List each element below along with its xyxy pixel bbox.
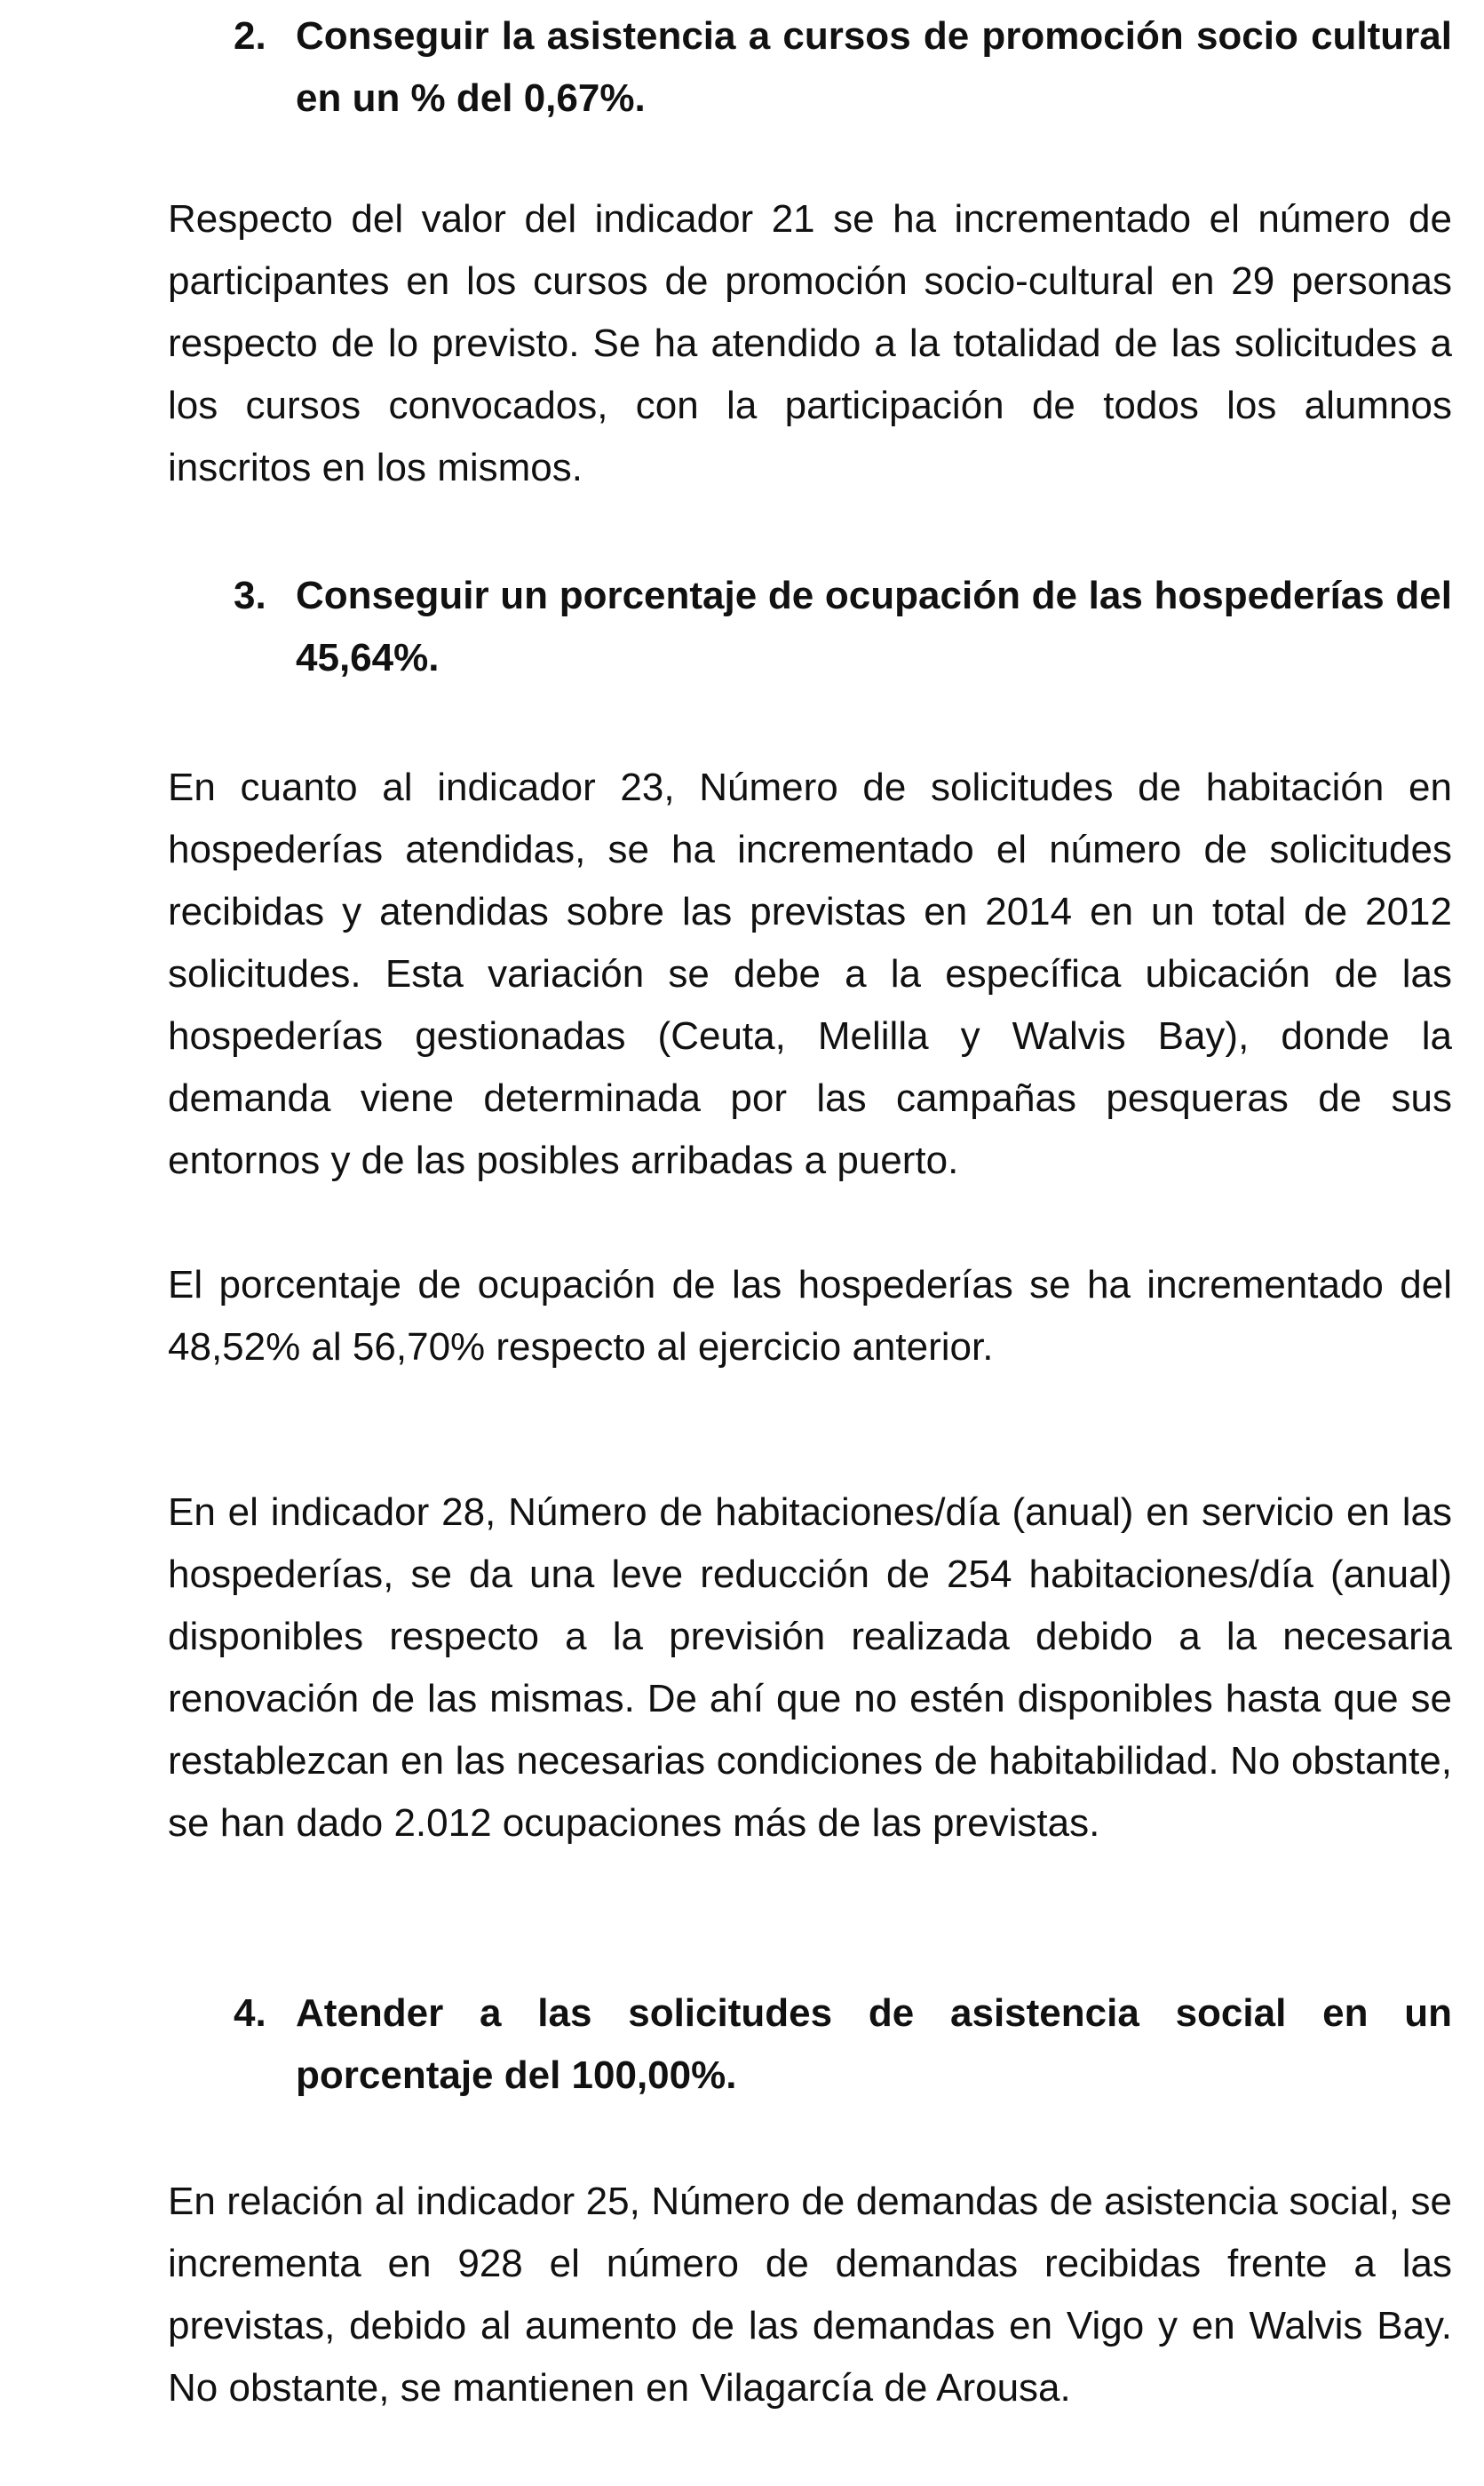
section-title: Conseguir la asistencia a cursos de promoción socio cultural en un % del 0,67%. [296,14,1452,120]
section-number: 4. [234,1991,266,2035]
paragraph: En el indicador 28, Número de habitaciones/día (anual) en servicio en las hospederías, se da una leve reducción de 254 habitaciones/día (anual) disponibles respecto a la previsión realizada debido a la necesaria renovación de las mismas. De ahí que no estén disponibles hasta que se restablezcan en las necesarias condiciones de habitabilidad. No obstante, se han dado 2.012 ocupaciones más de las previstas. [168,1490,1452,1845]
section-4-heading [168,1982,1452,2107]
section-2-heading [168,5,1452,130]
section-number: 2. [234,14,266,58]
paragraph: En cuanto al indicador 23, Número de solicitudes de habitación en hospederías atendidas, se ha incrementado el número de solicitudes recibidas y atendidas sobre las previstas en 2014 en un total de 2012 solicitudes. Esta variación se debe a la específica ubicación de las hospederías gestionadas (Ceuta, Melilla y Walvis Bay), donde la demanda viene determinada por las campañas pesqueras de sus entornos y de las posibles arribadas a puerto. [168,766,1452,1182]
paragraph: En relación al indicador 25, Número de demandas de asistencia social, se incrementa en 928 el número de demandas recibidas frente a las previstas, debido al aumento de las demandas en Vigo y en Walvis Bay. No obstante, se mantienen en Vilagarcía de Arousa. [168,2180,1452,2410]
paragraph: El porcentaje de ocupación de las hospederías se ha incrementado del 48,52% al 56,70% respecto al ejercicio anterior. [168,1263,1452,1369]
section-title: Conseguir un porcentaje de ocupación de las hospederías del 45,64%. [296,574,1452,679]
paragraph: Respecto del valor del indicador 21 se ha incrementado el número de participantes en los cursos de promoción socio-cultural en 29 personas respecto de lo previsto. Se ha atendido a la totalidad de las solicitudes a los cursos convocados, con la participación de todos los alumnos inscritos en los mismos. [168,197,1452,489]
section-number: 3. [234,574,266,617]
section-3-heading [168,565,1452,689]
section-title: Atender a las solicitudes de asistencia social en un porcentaje del 100,00%. [296,1991,1452,2097]
